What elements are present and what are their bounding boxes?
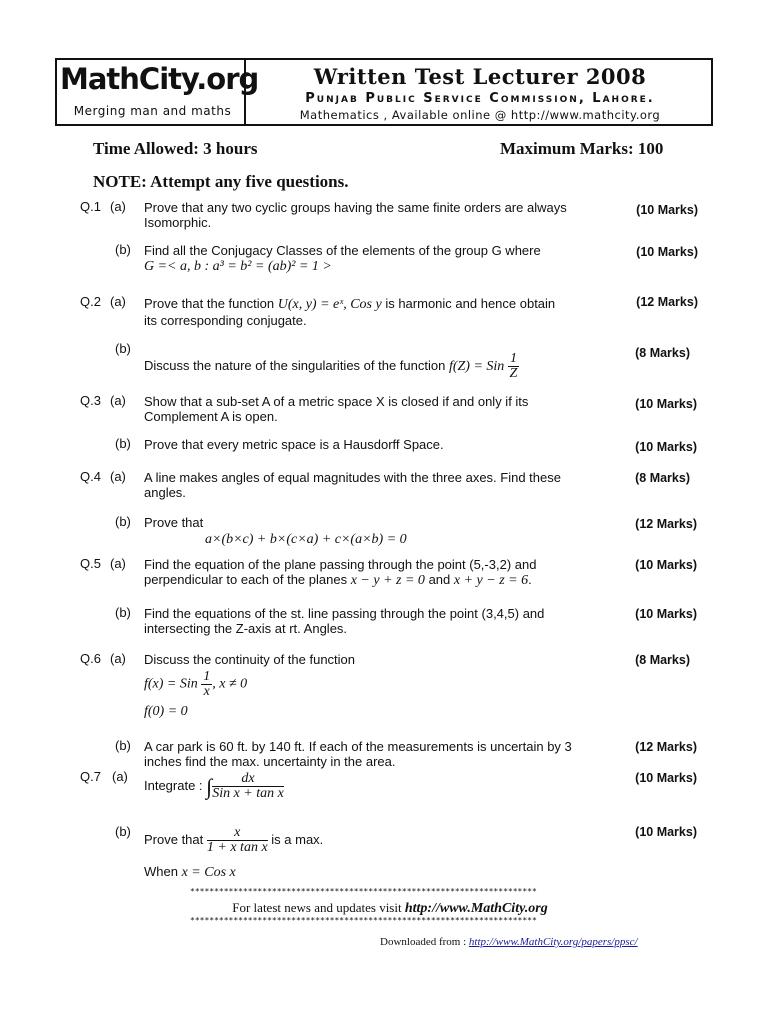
- question-text-pre: Discuss the nature of the singularities of the function: [144, 357, 446, 373]
- question-text: [144, 826, 606, 855]
- math-expression: x + y − z = 6: [453, 573, 529, 588]
- fraction-numerator: 1: [509, 351, 517, 366]
- question-number: Q.4: [80, 469, 101, 484]
- part-label: (b): [115, 341, 131, 356]
- max-marks: Maximum Marks: 100: [500, 139, 664, 158]
- part-label: (a): [110, 469, 126, 484]
- marks-label: (8 Marks): [635, 346, 690, 360]
- question-text: [144, 772, 606, 801]
- question-text-post: is a max.: [271, 831, 324, 847]
- fraction-numerator: 1: [203, 669, 211, 684]
- question-text-post: is harmonic and hence obtain: [385, 296, 556, 311]
- question-text-main: Find the equation of the plane passing through the point (5,-3,2) and perpendicular to each of the planes: [144, 557, 537, 587]
- question-text: Prove that every metric space is a Hausdorff Space.: [144, 437, 444, 452]
- question-number: Q.1: [80, 199, 101, 214]
- part-label: (b): [115, 824, 131, 839]
- marks-label: (10 Marks): [635, 825, 697, 839]
- marks-label: (12 Marks): [636, 295, 698, 309]
- question-text: A line makes angles of equal magnitudes with the three axes. Find these angles.: [144, 470, 561, 500]
- fraction: [207, 826, 268, 855]
- marks-label: (12 Marks): [635, 740, 697, 754]
- question-text-pre: Integrate :: [144, 777, 203, 793]
- question-text: [144, 296, 606, 312]
- part-label: (b): [115, 514, 131, 529]
- math-expression: x − y + z = 0: [350, 573, 425, 588]
- part-label: (b): [115, 738, 131, 753]
- question-text: A car park is 60 ft. by 140 ft. If each of the measurements is uncertain by 3 inches find the max. uncertainty in the area.: [144, 739, 572, 769]
- marks-label: (10 Marks): [636, 203, 698, 217]
- math-expression-pre: f(x) = Sin: [144, 676, 198, 692]
- site-logo: MathCity.org: [60, 62, 259, 96]
- part-label: (b): [115, 242, 131, 257]
- question-number: Q.5: [80, 556, 101, 571]
- fraction: [508, 352, 519, 381]
- math-expression: f(Z) = Sin: [448, 358, 505, 374]
- part-label: (a): [110, 393, 126, 408]
- question-text: [144, 352, 606, 381]
- question-text: Find all the Conjugacy Classes of the elements of the group G where: [144, 243, 541, 258]
- question-text: Find the equations of the st. line passing through the point (3,4,5) and intersecting the Z-axis at rt. Angles.: [144, 606, 545, 636]
- fraction-denominator: 1 + x tan x: [206, 840, 268, 855]
- question-text-and: and: [428, 572, 451, 587]
- part-label: (a): [110, 556, 126, 571]
- math-expression: [144, 670, 247, 699]
- math-expression: x = Cos x: [181, 865, 236, 880]
- question-text: Show that a sub-set A of a metric space X is closed if and only if its Complement A is open.: [144, 394, 529, 424]
- star-divider-top: ************************************************************************: [190, 887, 537, 896]
- part-label: (b): [115, 605, 131, 620]
- part-label: (a): [112, 769, 128, 784]
- footer-news: [190, 900, 590, 917]
- download-line: [380, 936, 638, 948]
- fraction-denominator: Z: [509, 366, 518, 381]
- question-number: Q.7: [80, 769, 101, 784]
- question-text-pre: Prove that the function: [144, 296, 275, 311]
- footer-news-text: For latest news and updates visit: [232, 900, 402, 915]
- question-text: Discuss the continuity of the function: [144, 652, 356, 667]
- question-text-when: [144, 864, 606, 880]
- question-text: Prove that any two cyclic groups having the same finite orders are always Isomorphic.: [144, 200, 567, 230]
- test-title: Written Test Lecturer 2008: [313, 64, 647, 89]
- math-expression-post: , x ≠ 0: [212, 676, 248, 692]
- integral-sign: ∫: [206, 774, 213, 799]
- star-divider-bottom: ************************************************************************: [190, 916, 537, 925]
- fraction-numerator: dx: [212, 772, 284, 787]
- question-text: Prove that: [144, 515, 204, 530]
- fraction-denominator: Sin x + tan x: [212, 786, 284, 801]
- marks-label: (12 Marks): [635, 517, 697, 531]
- part-label: (b): [115, 436, 131, 451]
- math-expression: a×(b×c) + b×(c×a) + c×(a×b) = 0: [205, 532, 407, 547]
- marks-label: (10 Marks): [635, 397, 697, 411]
- math-expression: U(x, y) = eˣ, Cos y: [277, 297, 382, 312]
- marks-label: (10 Marks): [635, 607, 697, 621]
- question-number: Q.6: [80, 651, 101, 666]
- marks-label: (10 Marks): [635, 558, 697, 572]
- marks-label: (10 Marks): [635, 771, 697, 785]
- marks-label: (8 Marks): [635, 471, 690, 485]
- marks-label: (8 Marks): [635, 653, 690, 667]
- part-label: (a): [110, 294, 126, 309]
- question-text-end: .: [528, 572, 532, 587]
- question-text-line2: its corresponding conjugate.: [144, 313, 307, 328]
- math-expression: f(0) = 0: [144, 704, 188, 719]
- question-text: [144, 557, 604, 588]
- part-label: (a): [110, 651, 126, 666]
- download-label: Downloaded from :: [380, 936, 467, 948]
- question-text-pre: Prove that: [144, 831, 204, 847]
- question-number: Q.3: [80, 393, 101, 408]
- fraction-numerator: x: [207, 826, 268, 841]
- footer-news-link[interactable]: http://www.MathCity.org: [404, 901, 548, 916]
- fraction-denominator: x: [203, 684, 210, 699]
- question-number: Q.2: [80, 294, 101, 309]
- math-expression: G =< a, b : a³ = b² = (ab)² = 1 >: [144, 259, 332, 274]
- marks-label: (10 Marks): [636, 245, 698, 259]
- note: NOTE: Attempt any five questions.: [93, 172, 349, 191]
- when-label: When: [144, 864, 178, 879]
- part-label: (a): [110, 199, 126, 214]
- fraction: [212, 772, 284, 801]
- site-tagline: Merging man and maths: [73, 104, 232, 118]
- download-link[interactable]: http://www.MathCity.org/papers/ppsc/: [468, 936, 638, 948]
- commission-name: Punjab Public Service Commission, Lahore.: [305, 91, 655, 106]
- availability-line: Mathematics , Available online @ http://www.mathcity.org: [299, 108, 661, 122]
- marks-label: (10 Marks): [635, 440, 697, 454]
- time-allowed: Time Allowed: 3 hours: [93, 139, 258, 158]
- fraction: [201, 670, 212, 699]
